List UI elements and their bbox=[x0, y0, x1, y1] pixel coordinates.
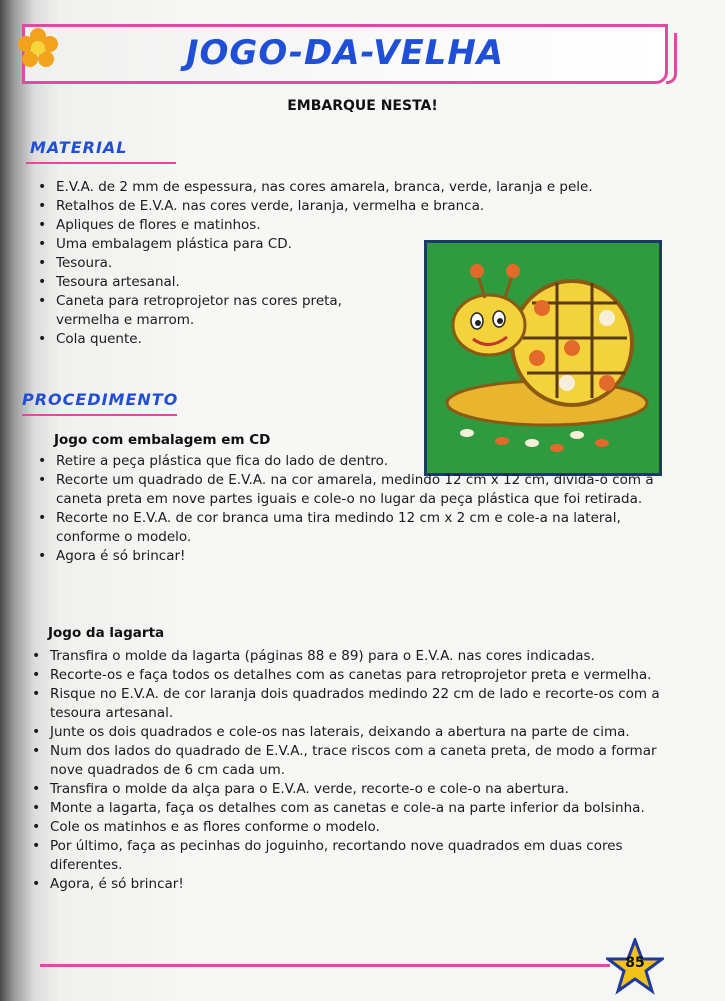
procedimento-rule bbox=[22, 414, 177, 416]
cd-steps-list bbox=[32, 452, 417, 471]
list-item: • Junte os dois quadrados e cole-os nas laterais, deixando a abertura na parte de cima. bbox=[26, 723, 662, 742]
list-item: • Tesoura artesanal. bbox=[32, 273, 652, 292]
list-item: • Retire a peça plástica que fica do lado de dentro. bbox=[32, 452, 417, 471]
list-item: • Retalhos de E.V.A. nas cores verde, laranja, vermelha e branca. bbox=[32, 197, 652, 216]
flower-icon bbox=[18, 28, 58, 68]
caterpillar-game-heading: Jogo da lagarta bbox=[48, 625, 165, 641]
procedimento-heading: PROCEDIMENTO bbox=[22, 390, 179, 409]
title-banner bbox=[22, 24, 668, 84]
list-item: • Agora é só brincar! bbox=[32, 547, 662, 566]
snail-illustration bbox=[427, 243, 659, 473]
list-item: • Recorte-os e faça todos os detalhes com as canetas para retroprojetor preta e vermelha. bbox=[26, 666, 662, 685]
list-item: • Por último, faça as pecinhas do joguinho, recortando nove quadrados em duas cores diferentes. bbox=[26, 837, 662, 875]
page-title: JOGO-DA-VELHA bbox=[185, 33, 505, 73]
subtitle: EMBARQUE NESTA! bbox=[287, 98, 438, 114]
list-item: • E.V.A. de 2 mm de espessura, nas cores amarela, branca, verde, laranja e pele. bbox=[32, 178, 652, 197]
list-item: • Cole os matinhos e as flores conforme o modelo. bbox=[26, 818, 662, 837]
list-item: • Transfira o molde da lagarta (páginas 88 e 89) para o E.V.A. nas cores indicadas. bbox=[26, 647, 662, 666]
snail-game-photo bbox=[424, 240, 662, 476]
page-number: 85 bbox=[625, 955, 645, 971]
cd-game-heading: Jogo com embalagem em CD bbox=[54, 432, 271, 448]
material-heading: MATERIAL bbox=[30, 138, 128, 157]
list-item: • Recorte um quadrado de E.V.A. na cor amarela, medindo 12 cm x 12 cm, divida-o com a caneta preta em nove partes iguais e cole-o no lugar da peça plástica que foi retirada. bbox=[32, 471, 662, 509]
list-item: • Apliques de flores e matinhos. bbox=[32, 216, 652, 235]
material-rule bbox=[26, 162, 176, 164]
cd-steps-list-wide bbox=[32, 471, 662, 566]
list-item: • Num dos lados do quadrado de E.V.A., trace riscos com a caneta preta, de modo a formar nove quadrados de 6 cm cada um. bbox=[26, 742, 662, 780]
list-item: • Agora, é só brincar! bbox=[26, 875, 662, 894]
list-item: • Transfira o molde da alça para o E.V.A. verde, recorte-o e cole-o na abertura. bbox=[26, 780, 662, 799]
list-item: • Caneta para retroprojetor nas cores preta, vermelha e marrom. bbox=[32, 292, 396, 330]
list-item: • Tesoura. bbox=[32, 254, 652, 273]
list-item: • Risque no E.V.A. de cor laranja dois quadrados medindo 22 cm de lado e recorte-os com a tesoura artesanal. bbox=[26, 685, 662, 723]
list-item: • Monte a lagarta, faça os detalhes com as canetas e cole-a na parte inferior da bolsinha. bbox=[26, 799, 662, 818]
footer-rule bbox=[40, 964, 610, 967]
caterpillar-steps-list bbox=[26, 647, 662, 894]
list-item: • Recorte no E.V.A. de cor branca uma tira medindo 12 cm x 2 cm e cole-a na lateral, conforme o modelo. bbox=[32, 509, 662, 547]
list-item: • Uma embalagem plástica para CD. bbox=[32, 235, 652, 254]
list-item: • Cola quente. bbox=[32, 330, 652, 349]
